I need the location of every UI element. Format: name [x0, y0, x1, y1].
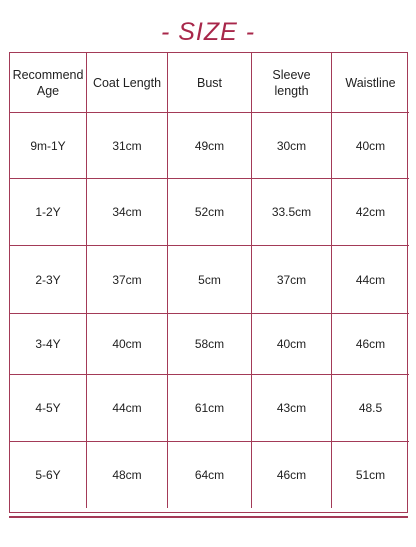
table-cell-age: 3-4Y [10, 314, 87, 375]
table-cell-coat-length: 40cm [87, 314, 168, 375]
table-cell-coat-length: 48cm [87, 442, 168, 508]
table-cell-sleeve-length: 43cm [252, 375, 332, 442]
table-cell-waistline: 48.5 [332, 375, 409, 442]
table-cell-sleeve-length: 46cm [252, 442, 332, 508]
table-cell-age: 1-2Y [10, 179, 87, 246]
table-cell-bust: 58cm [168, 314, 252, 375]
header-recommend-age: Recommend Age [10, 53, 87, 113]
bottom-rule [9, 516, 408, 518]
table-cell-bust: 52cm [168, 179, 252, 246]
table-cell-bust: 61cm [168, 375, 252, 442]
table-cell-bust: 5cm [168, 246, 252, 314]
table-cell-coat-length: 37cm [87, 246, 168, 314]
table-cell-bust: 49cm [168, 113, 252, 179]
table-cell-age: 2-3Y [10, 246, 87, 314]
header-coat-length: Coat Length [87, 53, 168, 113]
table-cell-age: 4-5Y [10, 375, 87, 442]
table-cell-coat-length: 31cm [87, 113, 168, 179]
table-cell-waistline: 51cm [355, 468, 386, 482]
table-cell-waistline: 42cm [332, 179, 409, 246]
table-cell-waistline: 44cm [332, 246, 409, 314]
table-cell-coat-length: 34cm [87, 179, 168, 246]
table-cell-age: 9m-1Y [10, 113, 87, 179]
page-title: - SIZE - [160, 18, 256, 46]
table-cell-sleeve-length: 40cm [252, 314, 332, 375]
table-cell-sleeve-length: 30cm [252, 113, 332, 179]
table-cell-age: 5-6Y [10, 442, 87, 508]
table-cell-bust: 64cm [168, 442, 252, 508]
header-sleeve-length: Sleeve length [252, 53, 332, 113]
table-cell-waistline: 46cm [332, 314, 409, 375]
size-table [9, 52, 408, 513]
table-cell-waistline: 40cm [332, 113, 409, 179]
table-cell-sleeve-length: 33.5cm [252, 179, 332, 246]
table-cell-sleeve-length: 37cm [252, 246, 332, 314]
header-waistline: Waistline [332, 53, 409, 113]
table-cell-coat-length: 44cm [87, 375, 168, 442]
header-bust: Bust [168, 53, 252, 113]
